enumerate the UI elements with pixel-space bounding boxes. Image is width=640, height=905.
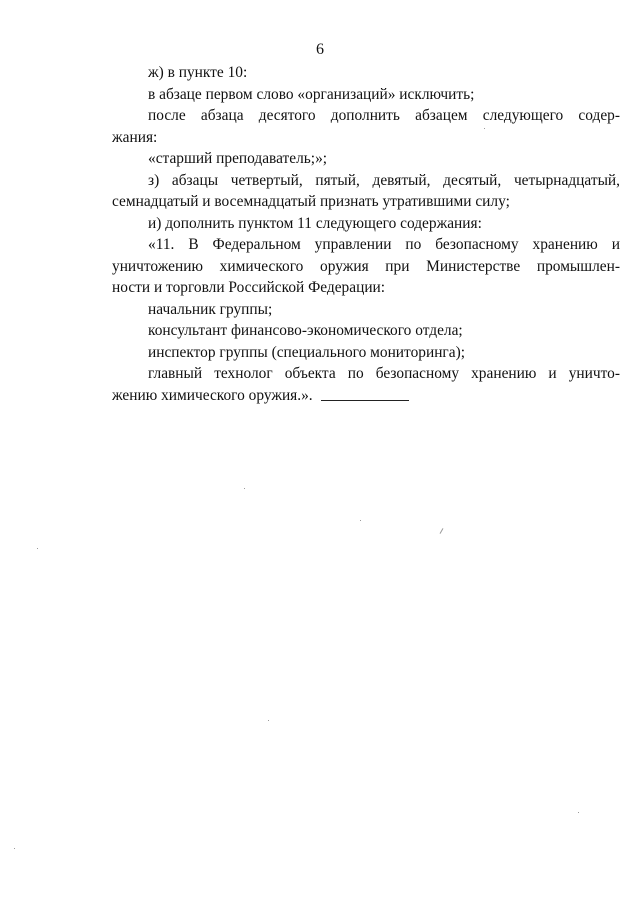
text-line-5: «старший преподаватель;»; xyxy=(148,150,328,167)
document-body xyxy=(112,62,620,406)
scan-speck xyxy=(578,812,579,813)
text-line-7: семнадцатый и восемнадцатый признать утратившими силу; xyxy=(112,193,510,210)
scan-speck xyxy=(268,720,269,721)
text-line-10: уничтожению химического оружия при Министерстве промышлен- xyxy=(112,257,620,275)
text-line-2: в абзаце первом слово «организаций» исключить; xyxy=(148,85,475,103)
text-line-6: з) абзацы четвертый, пятый, девятый, десятый, четырнадцатый, xyxy=(148,171,620,189)
scan-speck xyxy=(440,528,444,534)
text-line-8: и) дополнить пунктом 11 следующего содержания: xyxy=(148,214,482,232)
text-line-3: после абзаца десятого дополнить абзацем следующего содер- xyxy=(148,107,620,124)
scan-speck xyxy=(37,548,38,549)
text-line-16: жению химического оружия.». xyxy=(112,386,313,404)
text-line-4: жания: xyxy=(112,128,158,146)
text-line-1: ж) в пункте 10: xyxy=(148,64,248,81)
scan-speck xyxy=(244,488,245,489)
text-line-9: «11. В Федеральном управлении по безопасному хранению и xyxy=(148,236,620,253)
text-line-15: главный технолог объекта по безопасному хранению и уничто- xyxy=(148,365,620,382)
text-line-14: инспектор группы (специального мониторинга); xyxy=(148,343,465,361)
scan-speck xyxy=(360,520,361,521)
page-number: 6 xyxy=(316,41,324,58)
text-line-11: ности и торговли Российской Федерации: xyxy=(112,279,386,296)
text-line-12: начальник группы; xyxy=(148,300,273,318)
end-separator-line xyxy=(321,400,409,401)
scan-speck xyxy=(484,128,485,129)
text-line-13: консультант финансово-экономического отдела; xyxy=(148,322,463,339)
scan-speck xyxy=(14,848,15,849)
